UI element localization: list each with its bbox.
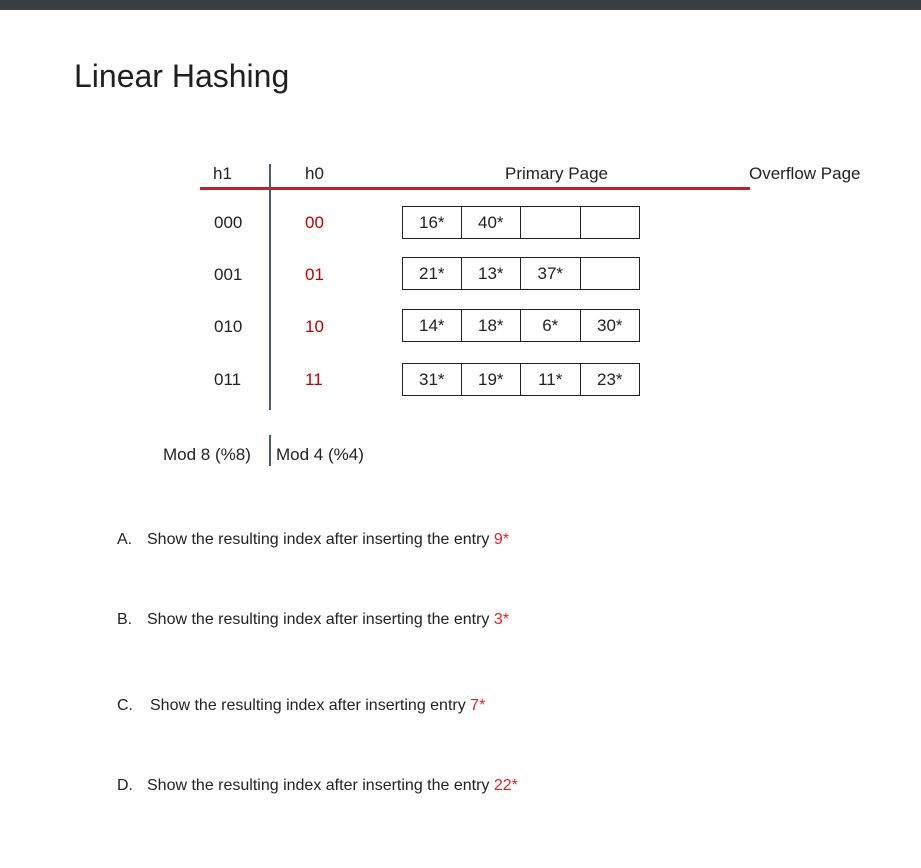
header-divider — [200, 187, 750, 190]
bucket-slot — [581, 257, 641, 290]
h1-value: 010 — [214, 317, 243, 336]
bucket-slot: 16* — [402, 206, 462, 239]
bucket-slot: 30* — [581, 309, 641, 342]
h1-value: 011 — [214, 370, 242, 389]
bucket-slot: 37* — [521, 257, 581, 290]
bucket-slot: 19* — [462, 363, 522, 396]
bucket-slot: 23* — [581, 363, 641, 396]
question-entry: 9* — [493, 531, 509, 548]
question-a — [117, 531, 509, 549]
mod-h1-label: Mod 8 (%8) — [163, 445, 251, 464]
h1-value: 001 — [214, 265, 243, 284]
question-text: Show the resulting index after inserting the entry — [147, 777, 494, 794]
question-entry: 7* — [470, 697, 486, 714]
question-text: Show the resulting index after inserting the entry — [147, 611, 494, 628]
primary-bucket — [402, 206, 640, 239]
header-overflow-page: Overflow Page — [749, 164, 861, 183]
bucket-slot: 6* — [521, 309, 581, 342]
h0-value: 11 — [305, 370, 323, 389]
question-letter: D. — [117, 777, 133, 794]
top-bar — [0, 0, 921, 10]
bucket-slot: 21* — [402, 257, 462, 290]
h0-value: 00 — [305, 213, 324, 232]
mod-divider — [269, 435, 271, 466]
question-letter: C. — [117, 697, 133, 714]
column-divider — [269, 164, 271, 410]
question-c — [117, 697, 485, 715]
bucket-slot: 14* — [402, 309, 462, 342]
primary-bucket — [402, 257, 640, 290]
h0-value: 10 — [305, 317, 324, 336]
bucket-slot: 31* — [402, 363, 462, 396]
bucket-slot: 18* — [462, 309, 522, 342]
bucket-slot — [521, 206, 581, 239]
question-letter: B. — [117, 611, 133, 628]
header-primary-page: Primary Page — [505, 164, 608, 183]
question-entry: 22* — [493, 777, 518, 794]
question-text: Show the resulting index after inserting entry — [150, 697, 471, 714]
question-d — [117, 777, 518, 795]
question-entry: 3* — [493, 611, 509, 628]
primary-bucket — [402, 309, 640, 342]
bucket-slot: 11* — [521, 363, 581, 396]
header-h1: h1 — [213, 164, 232, 183]
primary-bucket — [402, 363, 640, 396]
question-b — [117, 611, 509, 629]
header-h0: h0 — [305, 164, 324, 183]
page-title: Linear Hashing — [74, 58, 290, 94]
question-text: Show the resulting index after inserting the entry — [147, 531, 494, 548]
h1-value: 000 — [214, 213, 243, 232]
mod-h0-label: Mod 4 (%4) — [276, 445, 364, 464]
bucket-slot: 40* — [462, 206, 522, 239]
bucket-slot: 13* — [462, 257, 522, 290]
bucket-slot — [581, 206, 641, 239]
h0-value: 01 — [305, 265, 324, 284]
question-letter: A. — [117, 531, 133, 548]
